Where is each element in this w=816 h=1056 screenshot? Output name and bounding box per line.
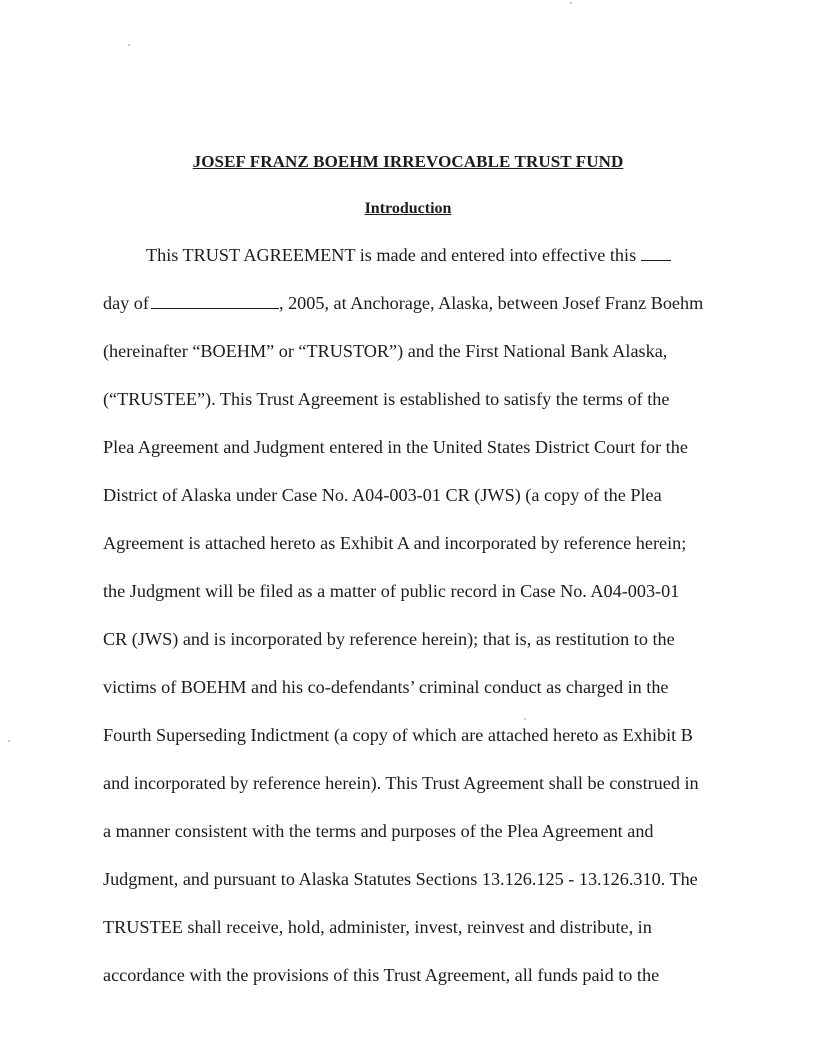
paragraph-line: (“TRUSTEE”). This Trust Agreement is established to satisfy the terms of the [103,389,670,409]
paragraph-line: CR (JWS) and is incorporated by reference herein); that is, as restitution to the [103,629,675,649]
paragraph-line [103,292,703,314]
paragraph-line: the Judgment will be filed as a matter of public record in Case No. A04-003-01 [103,581,680,601]
paragraph-line: a manner consistent with the terms and purposes of the Plea Agreement and [103,821,654,841]
line-text: This TRUST AGREEMENT is made and entered into effective this [146,245,637,265]
paragraph-line [146,244,671,266]
date-blank-month [151,293,279,309]
scan-speck [8,740,10,742]
section-heading: Introduction [364,200,452,217]
paragraph-line: Judgment, and pursuant to Alaska Statutes Sections 13.126.125 - 13.126.310. The [103,869,698,889]
paragraph-line: Agreement is attached hereto as Exhibit A and incorporated by reference herein; [103,533,687,553]
paragraph-line: District of Alaska under Case No. A04-003-01 CR (JWS) (a copy of the Plea [103,485,662,505]
scan-speck [570,2,572,4]
paragraph-line: victims of BOEHM and his co-defendants’ criminal conduct as charged in the [103,677,669,697]
line-text: , 2005, at Anchorage, Alaska, between Josef Franz Boehm [278,293,704,313]
paragraph-line: TRUSTEE shall receive, hold, administer, invest, reinvest and distribute, in [103,917,652,937]
paragraph-line: and incorporated by reference herein). This Trust Agreement shall be construed in [103,773,699,793]
paragraph-line: (hereinafter “BOEHM” or “TRUSTOR”) and the First National Bank Alaska, [103,341,668,361]
document-title: JOSEF FRANZ BOEHM IRREVOCABLE TRUST FUND [192,152,624,171]
scan-speck [524,718,526,720]
paragraph-line: Plea Agreement and Judgment entered in the United States District Court for the [103,437,688,457]
scan-speck [128,44,130,46]
line-text: day of [103,293,149,313]
paragraph-line: Fourth Superseding Indictment (a copy of which are attached hereto as Exhibit B [103,725,693,745]
paragraph-line: accordance with the provisions of this Trust Agreement, all funds paid to the [103,965,660,985]
date-blank-day [641,245,671,261]
